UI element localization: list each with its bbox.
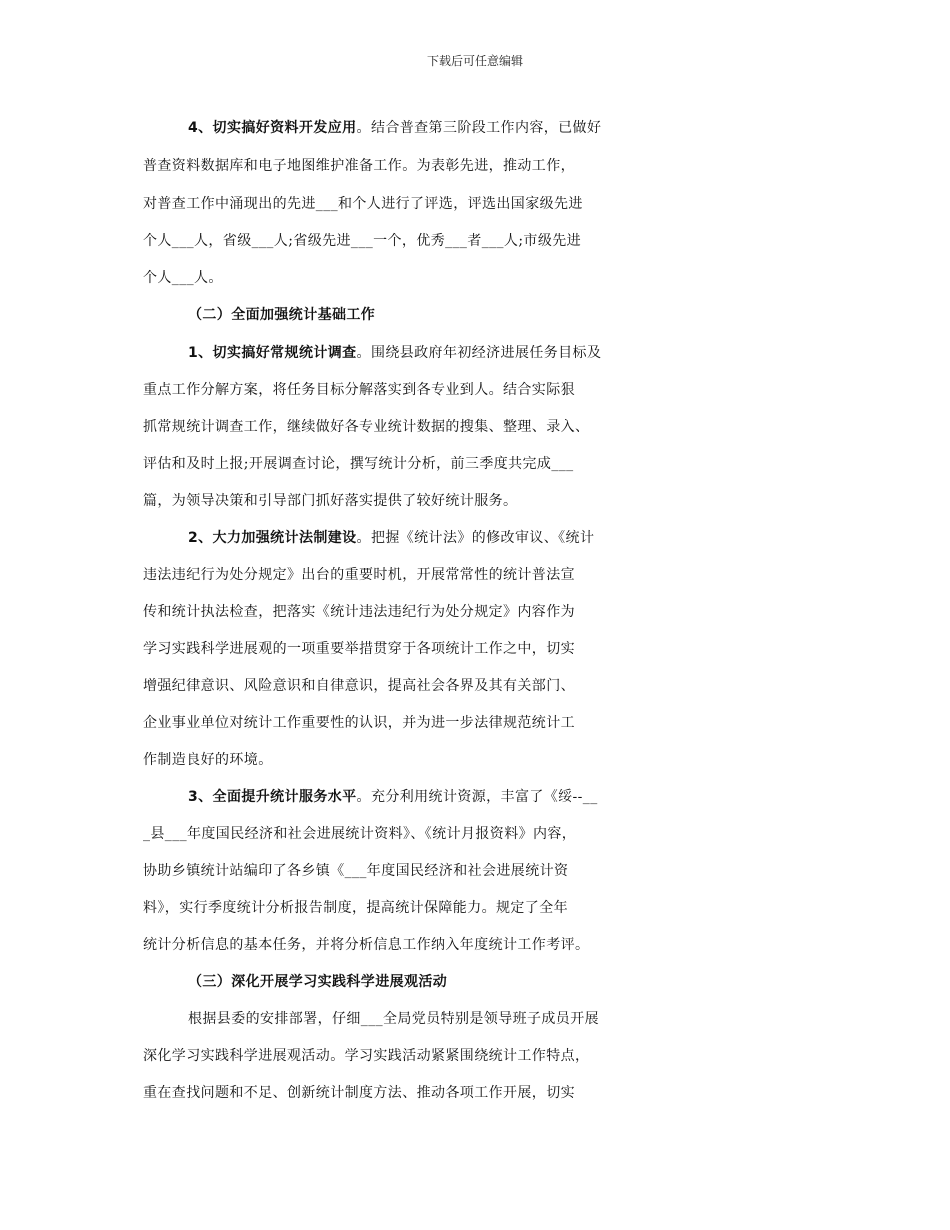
text-line: 增强纪律意识、风险意识和自律意识，提高社会各界及其有关部门、 <box>143 678 575 694</box>
page-header: 下载后可任意编辑 <box>426 54 523 68</box>
text-line: 2、大力加强统计法制建设。把握《统计法》的修改审议、《统计 <box>188 530 595 546</box>
text-line: 违法违纪行为处分规定》出台的重要时机，开展常常性的统计普法宣 <box>143 567 575 583</box>
text-line: 重在查找问题和不足、创新统计制度方法、推动各项工作开展，切实 <box>143 1085 575 1101</box>
text-line: 企业事业单位对统计工作重要性的认识，并为进一步法律规范统计工 <box>143 715 575 731</box>
section-heading: （二）全面加强统计基础工作 <box>188 307 376 323</box>
text-line: 协助乡镇统计站编印了各乡镇《___年度国民经济和社会进展统计资 <box>143 863 569 879</box>
text-line: 统计分析信息的基本任务，并将分析信息工作纳入年度统计工作考评。 <box>143 937 590 953</box>
text-line: 篇，为领导决策和引导部门抓好落实提供了较好统计服务。 <box>143 493 518 509</box>
text-line: 评估和及时上报;开展调查讨论，撰写统计分析，前三季度共完成___ <box>143 456 574 472</box>
text-line: 作制造良好的环境。 <box>143 752 273 768</box>
text-line: 抓常规统计调查工作，继续做好各专业统计数据的搜集、整理、录入、 <box>143 419 590 435</box>
text-line: 对普查工作中涌现出的先进___和个人进行了评选，评选出国家级先进 <box>143 196 583 212</box>
text-line: 学习实践科学进展观的一项重要举措贯穿于各项统计工作之中，切实 <box>143 641 575 657</box>
text-line: 根据县委的安排部署，仔细___全局党员特别是领导班子成员开展 <box>188 1011 599 1027</box>
text-line: _县___年度国民经济和社会进展统计资料》、《统计月报资料》内容， <box>143 826 577 842</box>
text-line: 个人___人。 <box>143 270 223 286</box>
text-line: 深化学习实践科学进展观活动。学习实践活动紧紧围绕统计工作特点， <box>143 1048 590 1064</box>
text-line: 1、切实搞好常规统计调查。围绕县政府年初经济进展任务目标及 <box>188 345 602 361</box>
text-line: 个人___人，省级___人;省级先进___一个，优秀___者___人;市级先进 <box>143 233 582 249</box>
text-line: 普查资料数据库和电子地图维护准备工作。为表彰先进，推动工作， <box>143 158 575 174</box>
text-line: 传和统计执法检查，把落实《统计违法违纪行为处分规定》内容作为 <box>143 604 575 620</box>
text-line: 4、切实搞好资料开发应用。结合普查第三阶段工作内容，已做好 <box>188 120 602 136</box>
text-line: 3、全面提升统计服务水平。充分利用统计资源，丰富了《绥--__ <box>188 789 598 805</box>
text-line: 料》，实行季度统计分析报告制度，提高统计保障能力。规定了全年 <box>143 900 568 916</box>
text-line: 重点工作分解方案，将任务目标分解落实到各专业到人。结合实际狠 <box>143 382 575 398</box>
section-heading: （三）深化开展学习实践科学进展观活动 <box>188 974 448 990</box>
